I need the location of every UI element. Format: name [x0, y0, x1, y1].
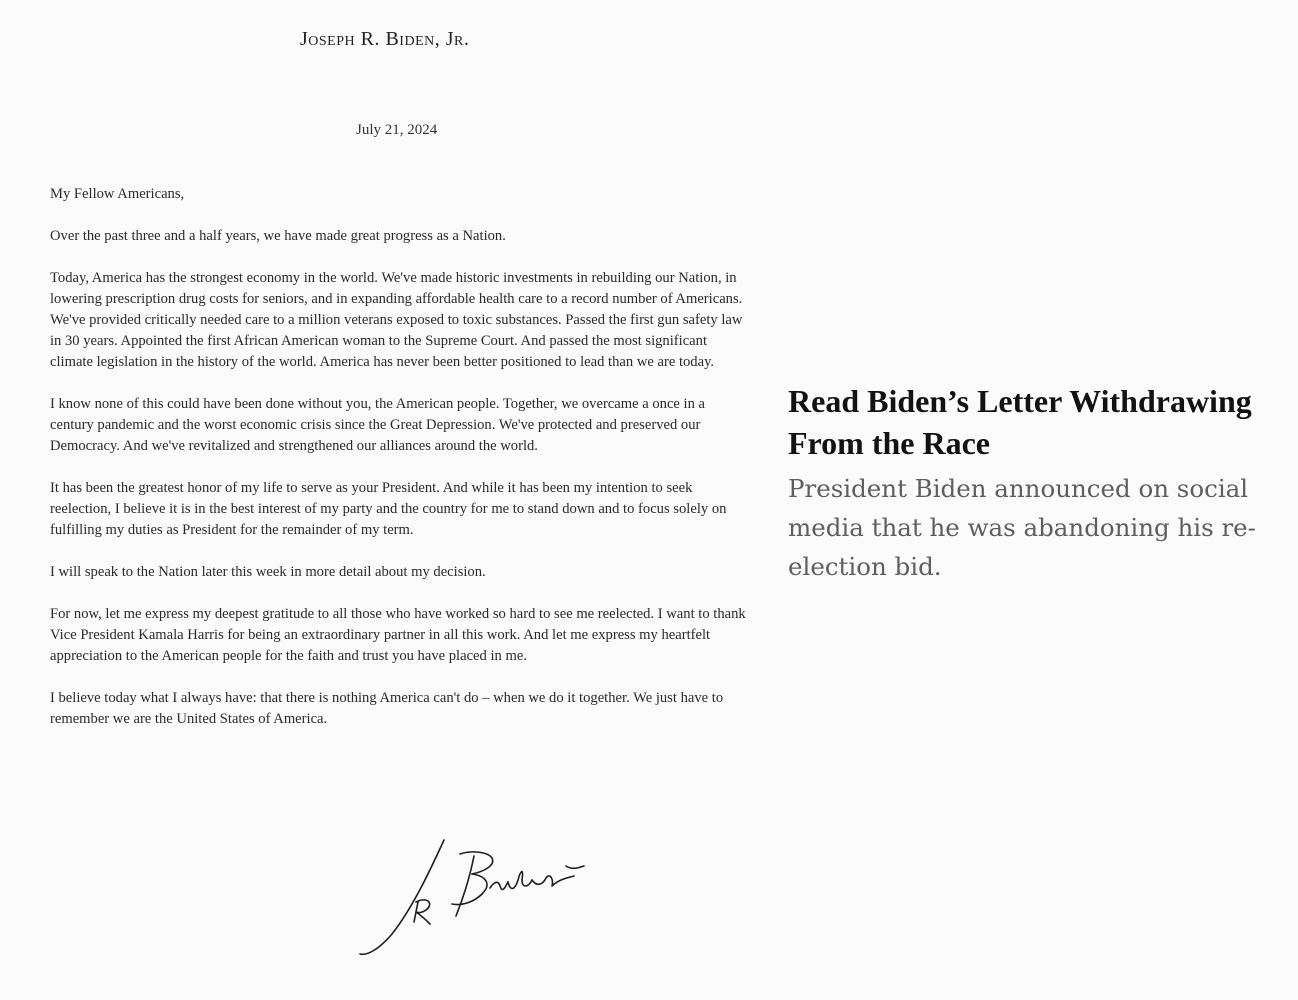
- letter-paragraph: For now, let me express my deepest gratitude to all those who have worked so hard to see me reelected. I want to thank Vice President Kamala Harris for being an extraordinary partner in all this work. And let me express my heartfelt appreciation to the American people for the faith and trust you have placed in me.: [50, 606, 746, 664]
- article-summary: President Biden announced on social media that he was abandoning his re-election bid.: [788, 474, 1256, 581]
- letter-paragraph: I know none of this could have been done without you, the American people. Together, we overcame a once in a century pandemic and the worst economic crisis since the Great Depression. We've protected and preserved our Democracy. And we've revitalized and strengthened our alliances around the world.: [50, 396, 706, 454]
- letter-body: [50, 184, 750, 751]
- letter-paragraph: Today, America has the strongest economy in the world. We've made historic investments in rebuilding our Nation, in lowering prescription drug costs for seniors, and in expanding affordable health care to a record number of Americans. We've provided critically needed care to a million veterans exposed to toxic substances. Passed the first gun safety law in 30 years. Appointed the first African American woman to the Supreme Court. And passed the most significant climate legislation in the history of the world. America has never been better positioned to lead than we are today.: [50, 270, 743, 370]
- signature: [352, 836, 602, 961]
- letter-paragraph: It has been the greatest honor of my life to serve as your President. And while it has been my intention to seek reelection, I believe it is in the best interest of my party and the country for me to stand down and to focus solely on fulfilling my duties as President for the remainder of my term.: [50, 480, 727, 538]
- letter-date: July 21, 2024: [356, 122, 438, 138]
- letter-paragraph: I will speak to the Nation later this week in more detail about my decision.: [50, 564, 486, 580]
- letter-salutation: My Fellow Americans,: [50, 186, 185, 202]
- letter-paragraph: I believe today what I always have: that there is nothing America can't do – when we do it together. We just have to remember we are the United States of America.: [50, 690, 724, 727]
- letter-paragraph: Over the past three and a half years, we have made great progress as a Nation.: [50, 228, 506, 244]
- letterhead: Joseph R. Biden, Jr.: [300, 28, 470, 50]
- article-headline: Read Biden’s Letter Withdrawing From the Race: [788, 383, 1252, 461]
- article-headline-panel: [788, 380, 1258, 586]
